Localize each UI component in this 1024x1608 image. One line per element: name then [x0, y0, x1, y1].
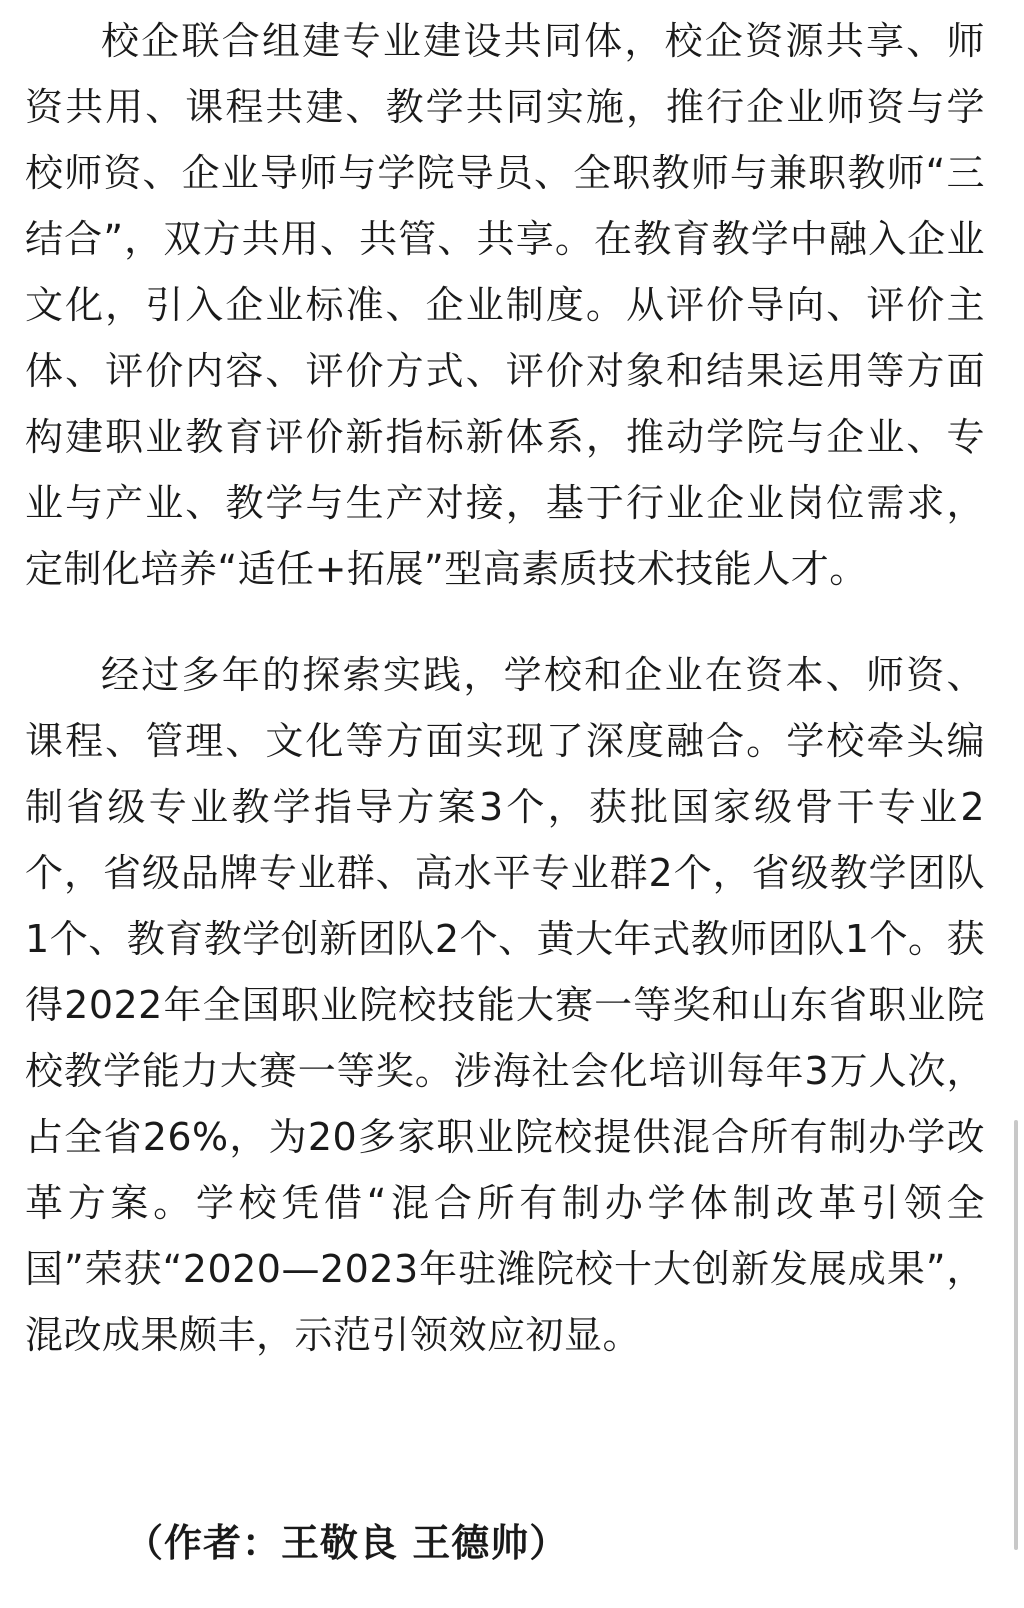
author-credit: （作者：王敬良 王德帅）: [125, 1521, 569, 1565]
scrollbar[interactable]: [1013, 1120, 1018, 1550]
scrollbar-thumb[interactable]: [1014, 1120, 1018, 1550]
article-body: [25, 8, 985, 1368]
paragraph-1: 校企联合组建专业建设共同体，校企资源共享、师资共用、课程共建、教学共同实施，推行企业师资与学校师资、企业导师与学院导员、全职教师与兼职教师“三结合”，双方共用、共管、共享。在教育教学中融入企业文化，引入企业标准、企业制度。从评价导向、评价主体、评价内容、评价方式、评价对象和结果运用等方面构建职业教育评价新指标新体系，推动学院与企业、专业与产业、教学与生产对接，基于行业企业岗位需求，定制化培养“适任+拓展”型高素质技术技能人才。: [25, 19, 985, 591]
paragraph-2: 经过多年的探索实践，学校和企业在资本、师资、课程、管理、文化等方面实现了深度融合。学校牵头编制省级专业教学指导方案3个，获批国家级骨干专业2个，省级品牌专业群、高水平专业群2个，省级教学团队1个、教育教学创新团队2个、黄大年式教师团队1个。获得2022年全国职业院校技能大赛一等奖和山东省职业院校教学能力大赛一等奖。涉海社会化培训每年3万人次，占全省26%，为20多家职业院校提供混合所有制办学改革方案。学校凭借“混合所有制办学体制改革引领全国”荣获“2020—2023年驻潍院校十大创新发展成果”，混改成果颇丰，示范引领效应初显。: [25, 653, 985, 1357]
